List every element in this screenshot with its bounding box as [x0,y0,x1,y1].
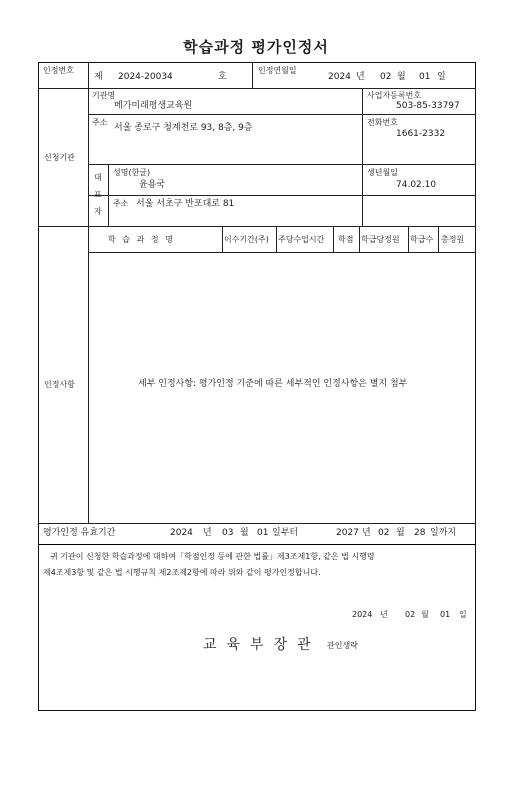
cert-no-label: 인정번호 [43,66,74,75]
col-credits: 학점 [338,235,354,244]
issue-m: 월 [421,610,429,619]
validity-d1: 일부터 [272,528,299,538]
cert-date-m: 월 [397,72,406,82]
divider [252,62,253,88]
divider [88,252,89,523]
org-label: 기관명 [92,91,116,100]
divider [88,195,476,196]
seal-omitted: 관인생략 [327,641,358,650]
validity-d2: 일까지 [430,528,457,538]
tel-label: 전화번호 [367,118,398,127]
address-label: 주소 [92,118,108,127]
rep-char-1: 대 [94,173,102,182]
cert-date-year: 2024 [328,72,351,82]
rep-name: 윤용국 [139,180,166,190]
divider [88,164,476,165]
issuer-name: 교육부장관 [203,637,321,653]
col-class-count: 학급수 [410,235,434,244]
issue-year: 2024 [352,610,373,619]
rep-char-3: 자 [94,207,102,216]
divider [88,252,476,253]
rep-name-label: 성명(한글) [113,168,151,177]
address: 서울 종로구 청계천로 93, 8층, 9층 [114,123,253,133]
divider [438,226,439,252]
birth: 74.02.10 [396,180,437,190]
biz-no-label: 사업자등록번호 [367,91,422,100]
tel: 1661-2332 [396,129,446,139]
approval-section-label: 인정사항 [44,380,75,389]
divider [222,226,223,252]
col-duration: 이수기간(주) [224,235,269,244]
body-line-2: 제4조제3항 및 같은 법 시행규칙 제2조제2항에 따라 위와 같이 평가인정합니다. [43,568,321,577]
cert-date-y: 년 [356,72,365,82]
cert-no-suffix: 호 [218,72,227,82]
cert-date-month: 02 [380,72,392,82]
divider [38,523,476,524]
rep-address-label: 주소 [113,199,129,208]
biz-no: 503-85-33797 [396,101,460,111]
cert-no-value: 2024-20034 [118,72,173,82]
validity-m1: 월 [240,528,249,538]
applicant-section-label: 신청기관 [44,153,75,162]
body-line-1: 귀 기관이 신청한 학습과정에 대하여「학점인정 등에 관한 법률」제3조제1항, 같은 법 시행령 [50,552,375,561]
divider [276,226,277,252]
col-course-name: 학 습 과 정 명 [108,235,175,244]
divider [88,114,476,115]
rep-char-2: 표 [94,190,102,199]
divider [362,88,363,226]
validity-m2: 월 [396,528,405,538]
divider [108,164,109,226]
divider [333,226,334,252]
divider [408,226,409,252]
issue-day: 01 [440,610,451,619]
divider [38,226,476,227]
cert-date-d: 일 [437,72,446,82]
validity-to-month: 02 [378,528,390,538]
birth-label: 생년월일 [367,168,398,177]
cert-date-day: 01 [419,72,431,82]
col-class-capacity: 학급당정원 [361,235,400,244]
validity-from-day: 01 [257,528,269,538]
validity-y1: 년 [203,528,212,538]
validity-y2: 년 [362,528,371,538]
issue-month: 02 [405,610,416,619]
rep-address: 서울 서초구 반포대로 81 [136,199,235,209]
divider [38,88,476,89]
validity-from-year: 2024 [170,528,193,538]
divider [88,62,89,88]
document-title: 학습과정 평가인정서 [183,38,329,56]
issue-d: 일 [459,610,467,619]
validity-to-day: 28 [414,528,426,538]
org-name: 메가미래평생교육원 [114,101,193,111]
cert-date-label: 인정연월일 [258,66,297,75]
issue-y: 년 [380,610,388,619]
approval-note: 세부 인정사항: 평가인정 기준에 따른 세부적인 인정사항은 별지 첨부 [138,379,408,389]
col-weekly-hours: 주당수업시간 [278,235,325,244]
divider [359,226,360,252]
validity-label: 평가인정 유효기간 [43,528,116,538]
validity-to-year: 2027 [336,528,359,538]
divider [38,544,476,545]
cert-no-prefix: 제 [94,72,103,82]
col-total-capacity: 총정원 [441,235,465,244]
validity-from-month: 03 [222,528,234,538]
